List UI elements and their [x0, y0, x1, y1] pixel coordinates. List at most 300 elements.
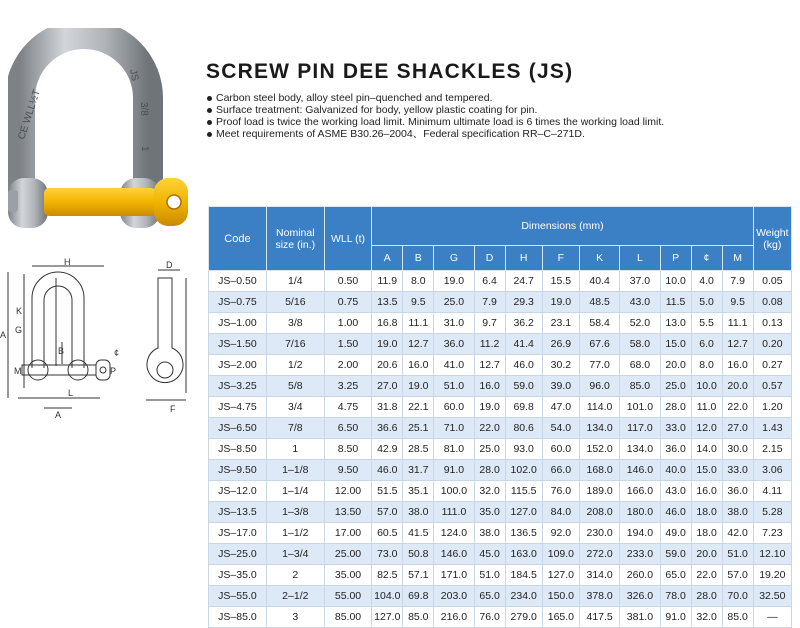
table-cell: 30.2: [542, 355, 579, 376]
table-body: [209, 271, 792, 628]
table-cell: 11.5: [660, 292, 691, 313]
table-cell: 81.0: [434, 439, 474, 460]
table-cell: 163.0: [505, 544, 542, 565]
label-l: L: [68, 388, 74, 398]
table-cell: 11.0: [691, 397, 722, 418]
table-cell: 8.0: [403, 271, 434, 292]
drawing-right-eye: [68, 360, 88, 380]
table-row: [209, 418, 792, 439]
table-cell: 85.00: [324, 607, 372, 628]
table-cell: 43.0: [660, 481, 691, 502]
label-k: K: [16, 306, 23, 316]
table-cell: 32.0: [691, 607, 722, 628]
header-wll: WLL (t): [324, 207, 372, 271]
table-cell: 5.5: [691, 313, 722, 334]
table-row: [209, 292, 792, 313]
table-cell: 127.0: [372, 607, 403, 628]
table-cell: 36.0: [722, 481, 753, 502]
table-cell: 65.0: [660, 565, 691, 586]
table-cell: 1–1/4: [266, 481, 324, 502]
table-cell: 4.11: [753, 481, 791, 502]
table-row: [209, 334, 792, 355]
table-cell: 50.8: [403, 544, 434, 565]
header-code: Code: [209, 207, 267, 271]
table-cell: 32.0: [474, 481, 505, 502]
table-cell: 22.0: [691, 565, 722, 586]
table-cell: 36.6: [372, 418, 403, 439]
table-cell: 29.3: [505, 292, 542, 313]
table-cell: 33.0: [722, 460, 753, 481]
shackle-pin: [44, 188, 156, 216]
table-cell: 22.0: [722, 397, 753, 418]
table-cell: 27.0: [722, 418, 753, 439]
table-cell: 16.0: [403, 355, 434, 376]
table-cell: 69.8: [505, 397, 542, 418]
table-cell: 51.0: [722, 544, 753, 565]
table-cell: 0.05: [753, 271, 791, 292]
table-cell: 272.0: [579, 544, 619, 565]
table-cell: 48.5: [579, 292, 619, 313]
table-cell: 7/8: [266, 418, 324, 439]
label-a-bottom: A: [55, 410, 62, 420]
table-cell: 58.0: [620, 334, 660, 355]
table-cell: 80.6: [505, 418, 542, 439]
table-cell: 104.0: [372, 586, 403, 607]
header-weight: Weight (kg): [753, 207, 791, 271]
table-cell: 194.0: [620, 523, 660, 544]
table-cell: 136.5: [505, 523, 542, 544]
table-cell: 36.0: [434, 334, 474, 355]
table-cell: 11.2: [474, 334, 505, 355]
table-cell: 41.4: [505, 334, 542, 355]
table-cell: 85.0: [403, 607, 434, 628]
table-cell: 57.1: [403, 565, 434, 586]
drawing-left-eye: [28, 360, 48, 380]
table-cell: 13.0: [660, 313, 691, 334]
table-cell: 57.0: [372, 502, 403, 523]
table-cell: 39.0: [542, 376, 579, 397]
table-cell: 19.0: [542, 292, 579, 313]
table-cell: 19.0: [434, 271, 474, 292]
table-cell: 59.0: [505, 376, 542, 397]
table-cell: JS–1.00: [209, 313, 267, 334]
label-h: H: [64, 258, 71, 267]
table-cell: 37.0: [620, 271, 660, 292]
table-cell: 102.0: [505, 460, 542, 481]
table-cell: 32.50: [753, 586, 791, 607]
table-cell: 35.1: [403, 481, 434, 502]
table-cell: 11.9: [372, 271, 403, 292]
table-cell: 4.0: [691, 271, 722, 292]
table-cell: 19.0: [474, 397, 505, 418]
table-row: [209, 502, 792, 523]
table-cell: JS–0.75: [209, 292, 267, 313]
table-cell: 42.9: [372, 439, 403, 460]
table-cell: JS–6.50: [209, 418, 267, 439]
table-cell: JS–8.50: [209, 439, 267, 460]
table-cell: 1–1/2: [266, 523, 324, 544]
specification-table: [208, 206, 792, 628]
table-cell: 35.0: [474, 502, 505, 523]
header-dim: D: [474, 246, 505, 271]
drawing-side-hole: [157, 362, 173, 378]
table-cell: 3: [266, 607, 324, 628]
table-cell: 13.5: [372, 292, 403, 313]
marking-js: JS: [127, 68, 141, 83]
table-cell: 1.00: [324, 313, 372, 334]
label-b: B: [58, 346, 65, 356]
feature-list: [206, 92, 664, 140]
dimension-drawing: [0, 258, 205, 428]
table-cell: 234.0: [505, 586, 542, 607]
header-dim: B: [403, 246, 434, 271]
table-row: [209, 313, 792, 334]
table-cell: 60.0: [434, 397, 474, 418]
feature-item: Proof load is twice the working load limit. Minimum ultimate load is 6 times the working load limit.: [206, 116, 664, 128]
header-dimensions: Dimensions (mm): [372, 207, 753, 246]
table-cell: 46.0: [505, 355, 542, 376]
table-cell: 8.50: [324, 439, 372, 460]
header-dim: L: [620, 246, 660, 271]
table-cell: 25.1: [403, 418, 434, 439]
table-cell: 203.0: [434, 586, 474, 607]
table-cell: 60.0: [542, 439, 579, 460]
table-row: [209, 544, 792, 565]
table-cell: 20.0: [722, 376, 753, 397]
header-dim: G: [434, 246, 474, 271]
table-cell: 0.75: [324, 292, 372, 313]
table-cell: 189.0: [579, 481, 619, 502]
table-cell: 12.7: [474, 355, 505, 376]
table-cell: 35.00: [324, 565, 372, 586]
table-cell: 15.0: [660, 334, 691, 355]
table-cell: 279.0: [505, 607, 542, 628]
table-cell: 180.0: [620, 502, 660, 523]
table-cell: 13.50: [324, 502, 372, 523]
table-cell: 20.6: [372, 355, 403, 376]
table-cell: 1/2: [266, 355, 324, 376]
table-cell: JS–3.25: [209, 376, 267, 397]
table-cell: 38.0: [474, 523, 505, 544]
table-cell: 25.0: [660, 376, 691, 397]
table-cell: 378.0: [579, 586, 619, 607]
table-cell: 216.0: [434, 607, 474, 628]
table-cell: 60.5: [372, 523, 403, 544]
label-c: ¢: [114, 348, 120, 358]
shackle-pin-hole: [167, 195, 181, 209]
table-cell: 7/16: [266, 334, 324, 355]
header-dim: K: [579, 246, 619, 271]
table-cell: JS–0.50: [209, 271, 267, 292]
table-cell: 93.0: [505, 439, 542, 460]
table-row: [209, 565, 792, 586]
table-cell: 7.9: [722, 271, 753, 292]
table-row: [209, 271, 792, 292]
table-cell: 381.0: [620, 607, 660, 628]
table-cell: 9.5: [722, 292, 753, 313]
table-cell: 1–1/8: [266, 460, 324, 481]
table-cell: 73.0: [372, 544, 403, 565]
table-cell: 314.0: [579, 565, 619, 586]
table-cell: 51.0: [434, 376, 474, 397]
shackle-pin-left-end: [8, 190, 18, 212]
header-dim: P: [660, 246, 691, 271]
table-cell: 6.0: [691, 334, 722, 355]
table-cell: JS–13.5: [209, 502, 267, 523]
table-cell: 127.0: [505, 502, 542, 523]
table-cell: 230.0: [579, 523, 619, 544]
marking-size: 3/8: [138, 101, 150, 117]
table-cell: 3/4: [266, 397, 324, 418]
table-cell: 46.0: [660, 502, 691, 523]
table-cell: 114.0: [579, 397, 619, 418]
header-dim: A: [372, 246, 403, 271]
table-cell: 2.00: [324, 355, 372, 376]
table-cell: 2: [266, 565, 324, 586]
table-cell: 51.0: [474, 565, 505, 586]
table-cell: 71.0: [434, 418, 474, 439]
table-cell: JS–55.0: [209, 586, 267, 607]
shackle-photo: [8, 28, 204, 248]
header-nominal-size: Nominal size (in.): [266, 207, 324, 271]
table-row: [209, 439, 792, 460]
table-cell: 12.00: [324, 481, 372, 502]
table-cell: 6.50: [324, 418, 372, 439]
table-cell: 0.13: [753, 313, 791, 334]
table-cell: 68.0: [620, 355, 660, 376]
marking-number: 1: [139, 146, 150, 152]
table-cell: 168.0: [579, 460, 619, 481]
table-cell: 38.0: [403, 502, 434, 523]
table-cell: 49.0: [660, 523, 691, 544]
table-cell: JS–17.0: [209, 523, 267, 544]
table-cell: 11.1: [722, 313, 753, 334]
table-cell: 0.20: [753, 334, 791, 355]
table-cell: 23.1: [542, 313, 579, 334]
table-cell: 124.0: [434, 523, 474, 544]
feature-item: Meet requirements of ASME B30.26–2004、Federal specification RR–C–271D.: [206, 128, 664, 140]
table-cell: 69.8: [403, 586, 434, 607]
table-cell: 76.0: [542, 481, 579, 502]
table-row: [209, 586, 792, 607]
drawing-pin-tab: [96, 360, 110, 380]
marking-wll: CE WLL½T: [16, 88, 43, 141]
table-cell: 101.0: [620, 397, 660, 418]
table-cell: 51.5: [372, 481, 403, 502]
table-cell: 11.1: [403, 313, 434, 334]
table-cell: 1.50: [324, 334, 372, 355]
feature-item: Surface treatment: Galvanized for body, yellow plastic coating for pin.: [206, 104, 664, 116]
header-dim: H: [505, 246, 542, 271]
table-cell: 14.0: [691, 439, 722, 460]
table-cell: 208.0: [579, 502, 619, 523]
product-title: SCREW PIN DEE SHACKLES (JS): [206, 60, 574, 83]
table-cell: 18.0: [691, 523, 722, 544]
table-cell: 28.0: [660, 397, 691, 418]
table-cell: 12.0: [691, 418, 722, 439]
table-cell: 18.0: [691, 502, 722, 523]
label-p: P: [110, 366, 117, 376]
table-cell: 146.0: [620, 460, 660, 481]
table-cell: 117.0: [620, 418, 660, 439]
table-cell: 20.0: [660, 355, 691, 376]
table-cell: 91.0: [660, 607, 691, 628]
table-cell: 57.0: [722, 565, 753, 586]
table-cell: 67.6: [579, 334, 619, 355]
table-cell: 6.4: [474, 271, 505, 292]
label-f: F: [170, 404, 176, 414]
table-cell: 417.5: [579, 607, 619, 628]
table-cell: JS–12.0: [209, 481, 267, 502]
label-d: D: [166, 260, 173, 270]
table-cell: 15.0: [691, 460, 722, 481]
table-cell: 55.00: [324, 586, 372, 607]
label-m: M: [14, 366, 22, 376]
table-cell: 96.0: [579, 376, 619, 397]
table-row: [209, 460, 792, 481]
table-cell: 134.0: [579, 418, 619, 439]
table-cell: 42.0: [722, 523, 753, 544]
table-cell: 25.0: [434, 292, 474, 313]
table-cell: 9.5: [403, 292, 434, 313]
table-cell: 82.5: [372, 565, 403, 586]
table-cell: 326.0: [620, 586, 660, 607]
table-cell: 31.8: [372, 397, 403, 418]
table-row: [209, 355, 792, 376]
table-cell: JS–4.75: [209, 397, 267, 418]
header-dim: ¢: [691, 246, 722, 271]
table-cell: 54.0: [542, 418, 579, 439]
table-cell: 78.0: [660, 586, 691, 607]
table-cell: 15.5: [542, 271, 579, 292]
table-cell: 17.00: [324, 523, 372, 544]
table-cell: 0.57: [753, 376, 791, 397]
table-cell: 100.0: [434, 481, 474, 502]
table-cell: 40.4: [579, 271, 619, 292]
table-cell: 28.0: [474, 460, 505, 481]
table-cell: 260.0: [620, 565, 660, 586]
table-cell: 0.08: [753, 292, 791, 313]
table-cell: 20.0: [691, 544, 722, 565]
table-cell: 59.0: [660, 544, 691, 565]
label-g: G: [15, 325, 23, 335]
table-cell: 33.0: [660, 418, 691, 439]
table-cell: 26.9: [542, 334, 579, 355]
table-cell: 19.0: [372, 334, 403, 355]
table-cell: 12.10: [753, 544, 791, 565]
table-cell: 84.0: [542, 502, 579, 523]
table-cell: JS–35.0: [209, 565, 267, 586]
feature-item: Carbon steel body, alloy steel pin–quenched and tempered.: [206, 92, 664, 104]
table-cell: 146.0: [434, 544, 474, 565]
table-cell: 77.0: [579, 355, 619, 376]
table-cell: 5/8: [266, 376, 324, 397]
table-cell: 38.0: [722, 502, 753, 523]
table-cell: JS–25.0: [209, 544, 267, 565]
table-cell: 47.0: [542, 397, 579, 418]
table-cell: 85.0: [722, 607, 753, 628]
table-cell: 1.43: [753, 418, 791, 439]
table-cell: 3.25: [324, 376, 372, 397]
table-cell: 12.7: [722, 334, 753, 355]
table-cell: 10.0: [660, 271, 691, 292]
table-cell: 1: [266, 439, 324, 460]
table-cell: 45.0: [474, 544, 505, 565]
table-cell: 12.7: [403, 334, 434, 355]
table-cell: 3.06: [753, 460, 791, 481]
table-row: [209, 481, 792, 502]
table-cell: 171.0: [434, 565, 474, 586]
table-cell: 9.7: [474, 313, 505, 334]
table-cell: JS–9.50: [209, 460, 267, 481]
table-cell: 25.0: [474, 439, 505, 460]
table-cell: 40.0: [660, 460, 691, 481]
table-cell: 1–3/4: [266, 544, 324, 565]
table-cell: 43.0: [620, 292, 660, 313]
table-cell: 16.0: [474, 376, 505, 397]
table-cell: 24.7: [505, 271, 542, 292]
table-cell: 30.0: [722, 439, 753, 460]
table-cell: 5/16: [266, 292, 324, 313]
table-cell: 91.0: [434, 460, 474, 481]
table-cell: 8.0: [691, 355, 722, 376]
drawing-pin: [22, 365, 96, 375]
table-cell: 109.0: [542, 544, 579, 565]
table-cell: 19.0: [403, 376, 434, 397]
table-row: [209, 376, 792, 397]
table-cell: 16.8: [372, 313, 403, 334]
table-cell: 66.0: [542, 460, 579, 481]
table-cell: 4.75: [324, 397, 372, 418]
table-cell: 22.1: [403, 397, 434, 418]
table-cell: 0.50: [324, 271, 372, 292]
table-cell: 58.4: [579, 313, 619, 334]
table-cell: 85.0: [620, 376, 660, 397]
table-cell: JS–1.50: [209, 334, 267, 355]
drawing-pin-hole: [100, 367, 106, 373]
table-row: [209, 397, 792, 418]
table-cell: 5.0: [691, 292, 722, 313]
table-cell: 46.0: [372, 460, 403, 481]
table-cell: 41.5: [403, 523, 434, 544]
table-cell: 184.5: [505, 565, 542, 586]
table-cell: 0.27: [753, 355, 791, 376]
table-cell: 16.0: [691, 481, 722, 502]
table-cell: 10.0: [691, 376, 722, 397]
table-cell: 65.0: [474, 586, 505, 607]
table-cell: 127.0: [542, 565, 579, 586]
table-cell: 41.0: [434, 355, 474, 376]
table-cell: 92.0: [542, 523, 579, 544]
table-cell: 31.7: [403, 460, 434, 481]
table-cell: 70.0: [722, 586, 753, 607]
table-cell: 7.9: [474, 292, 505, 313]
table-cell: —: [753, 607, 791, 628]
table-cell: 76.0: [474, 607, 505, 628]
table-cell: JS–2.00: [209, 355, 267, 376]
table-cell: 5.28: [753, 502, 791, 523]
table-cell: 9.50: [324, 460, 372, 481]
table-cell: 36.2: [505, 313, 542, 334]
table-cell: 7.23: [753, 523, 791, 544]
table-cell: 233.0: [620, 544, 660, 565]
table-cell: 28.0: [691, 586, 722, 607]
table-cell: 150.0: [542, 586, 579, 607]
table-cell: 1–3/8: [266, 502, 324, 523]
label-a: A: [0, 330, 7, 340]
table-cell: 22.0: [474, 418, 505, 439]
table-cell: 25.00: [324, 544, 372, 565]
